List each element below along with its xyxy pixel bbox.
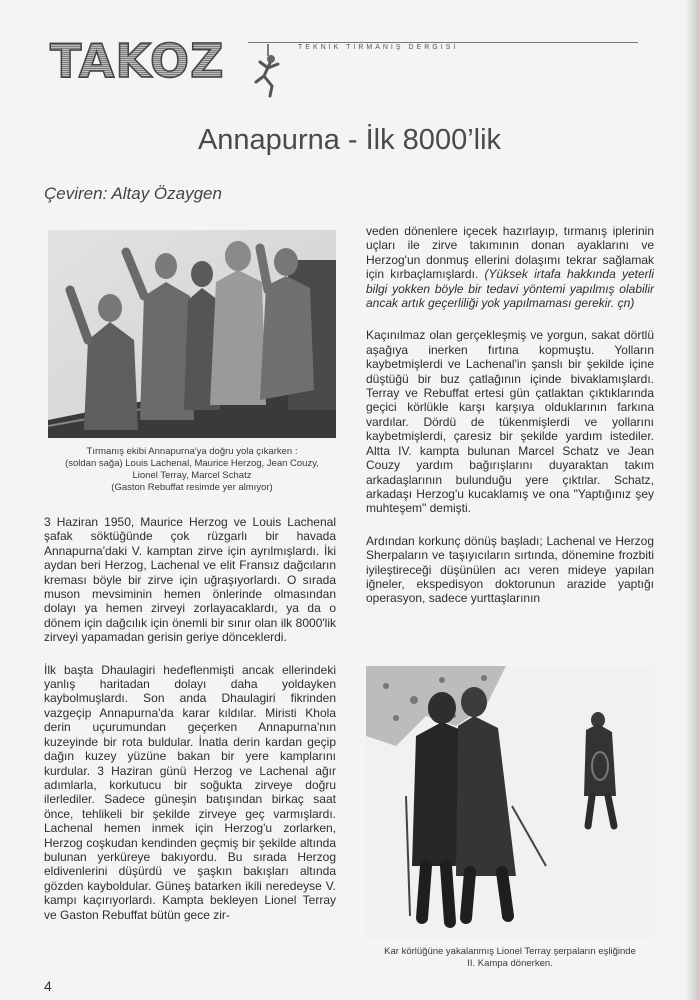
translator-credit: Çeviren: Altay Özaygen xyxy=(44,184,222,203)
body-paragraph: Kaçınılmaz olan gerçekleşmiş ve yorgun, sakat dörtlü aşağıya inerken fırtına kopmuştu. Yolların kaybetmişlerdi ve Lachenal'in şanslı bir şekilde içine düştüğü bir buz çatlağının içinde bivaklamışlardı. Terray ve Rebuffat ertesi gün çatlaktan çıktıklarında geçici körlükle karşı karşıya olduklarının farkına vardılar. Dördü de tükenmişlerdi ve yollarını kaybetmişlerdi, çaresiz bir şekilde yardım istediler. Altta IV. kampta bulunan Marcel Schatz ve Jean Couzy yardım bağırışlarını duyaraktan takım arkadaşlarının bulunduğu yere çıktılar. Schatz, arkadaşı Herzog'u kucaklamış ve ona "Yaptığınız şey muhteşem" demişti. xyxy=(366,328,654,516)
team-photo-caption xyxy=(44,446,340,494)
page-number: 4 xyxy=(44,978,52,994)
translator-note: (Yüksek irtafa hakkında yeterli bilgi yokken böyle bir tedavi yöntemi yapılmış olabilir ancak artık geçerliliği yok yapılmaması gerekir. çn) xyxy=(366,267,654,311)
body-paragraph: 3 Haziran 1950, Maurice Herzog ve Louis Lachenal şafak söktüğünde çok rüzgarlı bir havada Annapurna'daki V. kamptan zirve için ayrılmışlardı. İki aydan beri Herzog, Lachenal ve elit Fransız dağcıların kreması böyle bir zirve için uğraşıyorlardı. O sırada muson mevsiminin hemen önlerinde olmasından dolayı ya hemen zirveyi zorlayacaklardı, ya da o dönem için dağcılık için önemli bir sınır olan ilk 8000'lik zirveyi yapamadan gerisin geriye dönceklerdi. xyxy=(44,515,336,645)
caption-line: II. Kampa dönerken. xyxy=(467,958,553,969)
paragraph-text: veden dönenlere içecek hazırlayıp, tırmanış iplerinin uçları ile zirve takımının donan ayaklarını ve Herzog'un donmuş ellerini dolaşımı tekrar sağlamak için kırbaçlamışlardı. xyxy=(366,224,654,282)
magazine-tagline: TEKNİK TIRMANIŞ DERGİSİ xyxy=(298,44,459,51)
terray-photo-caption xyxy=(362,946,658,970)
right-column xyxy=(366,224,654,606)
team-photo xyxy=(48,230,336,438)
caption-line: (soldan sağa) Louis Lachenal, Maurice Herzog, Jean Couzy, xyxy=(65,458,319,469)
caption-line: (Gaston Rebuffat resimde yer almıyor) xyxy=(111,482,273,493)
magazine-logo: TAKOZ xyxy=(50,34,225,88)
caption-line: Lionel Terray, Marcel Schatz xyxy=(132,470,252,481)
body-paragraph xyxy=(366,224,654,310)
climber-icon xyxy=(246,42,290,98)
body-paragraph: İlk başta Dhaulagiri hedeflenmişti ancak ellerindeki yanlış haritadan dolayı daha yoldayken kaybolmuşlardı. Son anda Dhaulagiri fikrinden vazgeçip Annapurna'da karar kıldılar. Miristi Khola derin uçurumundan geçerken Annapurna'nın kuzeyinde bir rota buldular. İnatla derin kardan geçip dağın kuzey yüzüne bakan bir yere kamplarını kurdular. 3 Haziran günü Herzog ve Lachenal ağır adımlarla, korkutucu bir soğukta zirveye doğru ilerlediler. Sadece güneşin batışından birkaç saat önce, tehlikeli bir şekilde zirveye geç varmışlardı. Lachenal hemen inmek için Herzog'u zorlarken, Herzog coşkudan kendinden geçmiş bir şekilde altında bulunan yerküreye bakıyordu. Bu sırada Herzog eldivenlerini düşürdü ve şaşkın bakışları altında gözden kayboldular. Güneş batarken ikili neredeyse V. kampı kaçırıyorlardı. Kampta bekleyen Lionel Terray ve Gaston Rebuffat bütün gece zir- xyxy=(44,662,336,922)
terray-photo xyxy=(366,666,655,938)
left-column xyxy=(44,515,336,922)
masthead-rule xyxy=(248,42,638,43)
masthead xyxy=(50,30,650,100)
body-paragraph: Ardından korkunç dönüş başladı; Lachenal ve Herzog Sherpaların ve taşıyıcıların sırtında, dönemine frozbiti iyileştireceği düşünülen acı veren mideye yapılan iğneler, ekspedisyon doktorunun arazide yaptığı operasyon, sadece yurttaşlarının xyxy=(366,533,654,606)
caption-line: Tırmanış ekibi Annapurna'ya doğru yola çıkarken : xyxy=(86,446,298,457)
article-title: Annapurna - İlk 8000’lik xyxy=(197,124,502,156)
caption-line: Kar körlüğüne yakalanmış Lionel Terray şerpaların eşliğinde xyxy=(384,946,636,957)
